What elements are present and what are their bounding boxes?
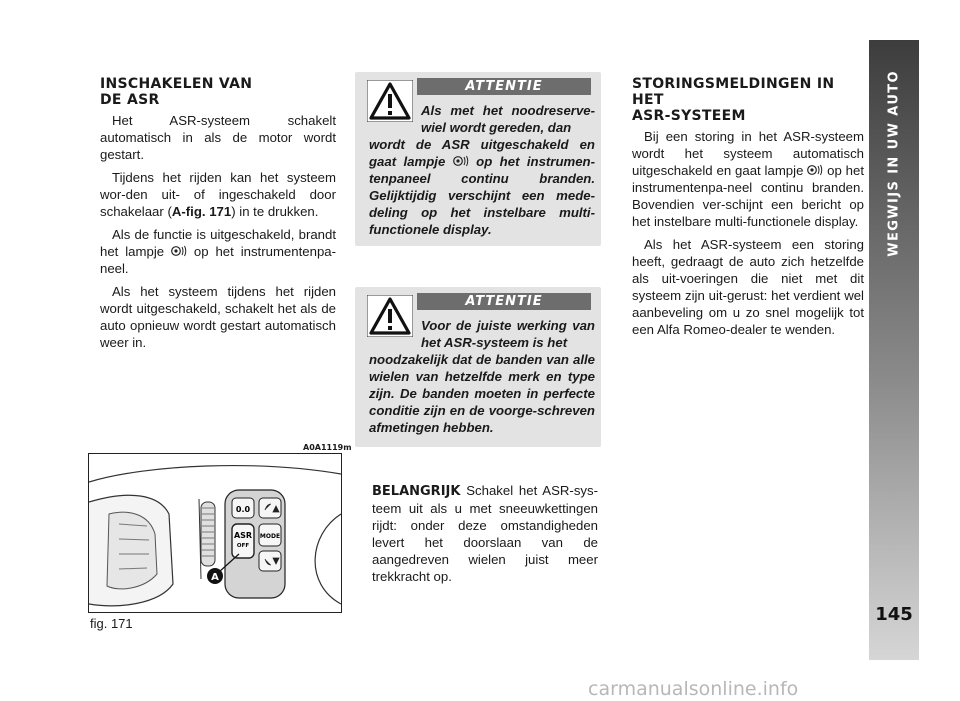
paragraph [632, 128, 864, 230]
asr-button-label: ASR [233, 531, 253, 540]
page-number: 145 [875, 604, 913, 625]
section-heading-asr-faults [632, 76, 864, 124]
knurled-wheel [201, 502, 215, 566]
figure-caption: fig. 171 [90, 616, 133, 631]
attention-box [355, 287, 601, 447]
asr-lamp-icon [171, 245, 187, 257]
text-run: Als de functie is uitgeschakeld, brandt het lampje [100, 227, 336, 259]
note-label: BELANGRIJK [372, 484, 461, 499]
heading-line-2: DE ASR [100, 92, 160, 108]
text-run: op het instrumentenpa-neel. [100, 244, 336, 276]
attention-lead: Als met het noodreserve-wiel wordt gereden, dan [421, 103, 595, 135]
trip-reset-label: 0.0 [235, 505, 251, 514]
text-run: op het instrumentenpa-neel continu branden. Bovendien ver-schijnt een bericht op het instelbare multi-functionele display. [632, 163, 864, 229]
heading-line-2: ASR-SYSTEEM [632, 108, 746, 124]
text-run: Bij een storing in het ASR-systeem wordt het systeem automatisch uitgeschakeld en gaat lampje [632, 129, 864, 178]
text-run: op het instrumen-tenpaneel continu branden. Gelijktijdig verschijnt een mede-deling op het instelbare multi-functionele display. [369, 154, 596, 237]
chapter-title: WEGWIJS IN UW AUTO [886, 70, 902, 257]
attention-text [369, 317, 595, 436]
switch-illustration [89, 454, 341, 612]
heading-line-1: STORINGSMELDINGEN IN HET [632, 76, 835, 108]
figure-code: A0A1119m [303, 443, 352, 452]
text-run: ) in te drukken. [231, 204, 319, 219]
trip-reset-button[interactable] [232, 498, 254, 518]
section-heading-asr-on [100, 76, 336, 108]
note-text: Schakel het ASR-sys-teem uit als u met sneeuwkettingen rijdt: onder deze omstandigheden levert het doorslaan van de aangedreven wielen juist meer trekkracht op. [372, 483, 598, 584]
paragraph: Als het systeem tijdens het rijden wordt uitgeschakeld, schakelt het als de auto opnieuw wordt gestart automatisch weer in. [100, 284, 336, 350]
paragraph [100, 226, 336, 277]
attention-lead: Voor de juiste werking van het ASR-systeem is het [421, 318, 595, 350]
callout-label: A [211, 572, 219, 583]
attention-box [355, 72, 601, 246]
chapter-side-tab [869, 40, 919, 660]
attention-banner: ATTENTIE [417, 78, 591, 95]
callout-marker [207, 568, 223, 584]
text-run: noodzakelijk dat de banden van alle wielen van hetzelfde merk en type zijn. De banden moeten in perfecte conditie zijn en de voorge-schreven afmetingen hebben. [369, 352, 595, 435]
attention-text [369, 102, 595, 238]
asr-button-sublabel: OFF [236, 543, 250, 549]
paragraph: Als het ASR-systeem een storing heeft, gedraagt de auto zich hetzelfde als uit-voeringen die niet met dit systeem zijn uit-gerust: het verdient wel aanbeveling om u zo snel mogelijk tot een Alfa Romeo-dealer te wenden. [632, 237, 864, 337]
right-column [632, 76, 864, 344]
down-button[interactable] [259, 551, 281, 571]
heading-line-1: INSCHAKELEN VAN [100, 76, 253, 92]
mode-button-label: MODE [259, 533, 281, 540]
asr-off-button[interactable] [232, 524, 254, 558]
asr-lamp-icon [453, 155, 469, 167]
watermark: carmanualsonline.info [588, 678, 799, 700]
mode-button[interactable] [259, 524, 281, 546]
attention-banner: ATTENTIE [417, 293, 591, 310]
paragraph: Het ASR-systeem schakelt automatisch in als de motor wordt gestart. [100, 113, 336, 162]
text-run: wordt de ASR uitgeschakeld en gaat lampje [369, 137, 595, 169]
up-button[interactable] [259, 498, 281, 518]
asr-lamp-icon [807, 164, 823, 176]
text-run: Tijdens het rijden kan het systeem wor-den uit- of ingeschakeld door schakelaar ( [100, 170, 336, 219]
figure-asr-switch [88, 453, 342, 613]
paragraph [100, 169, 336, 220]
figure-reference: A-fig. 171 [171, 204, 232, 219]
important-note [372, 482, 598, 585]
left-column [100, 76, 336, 357]
